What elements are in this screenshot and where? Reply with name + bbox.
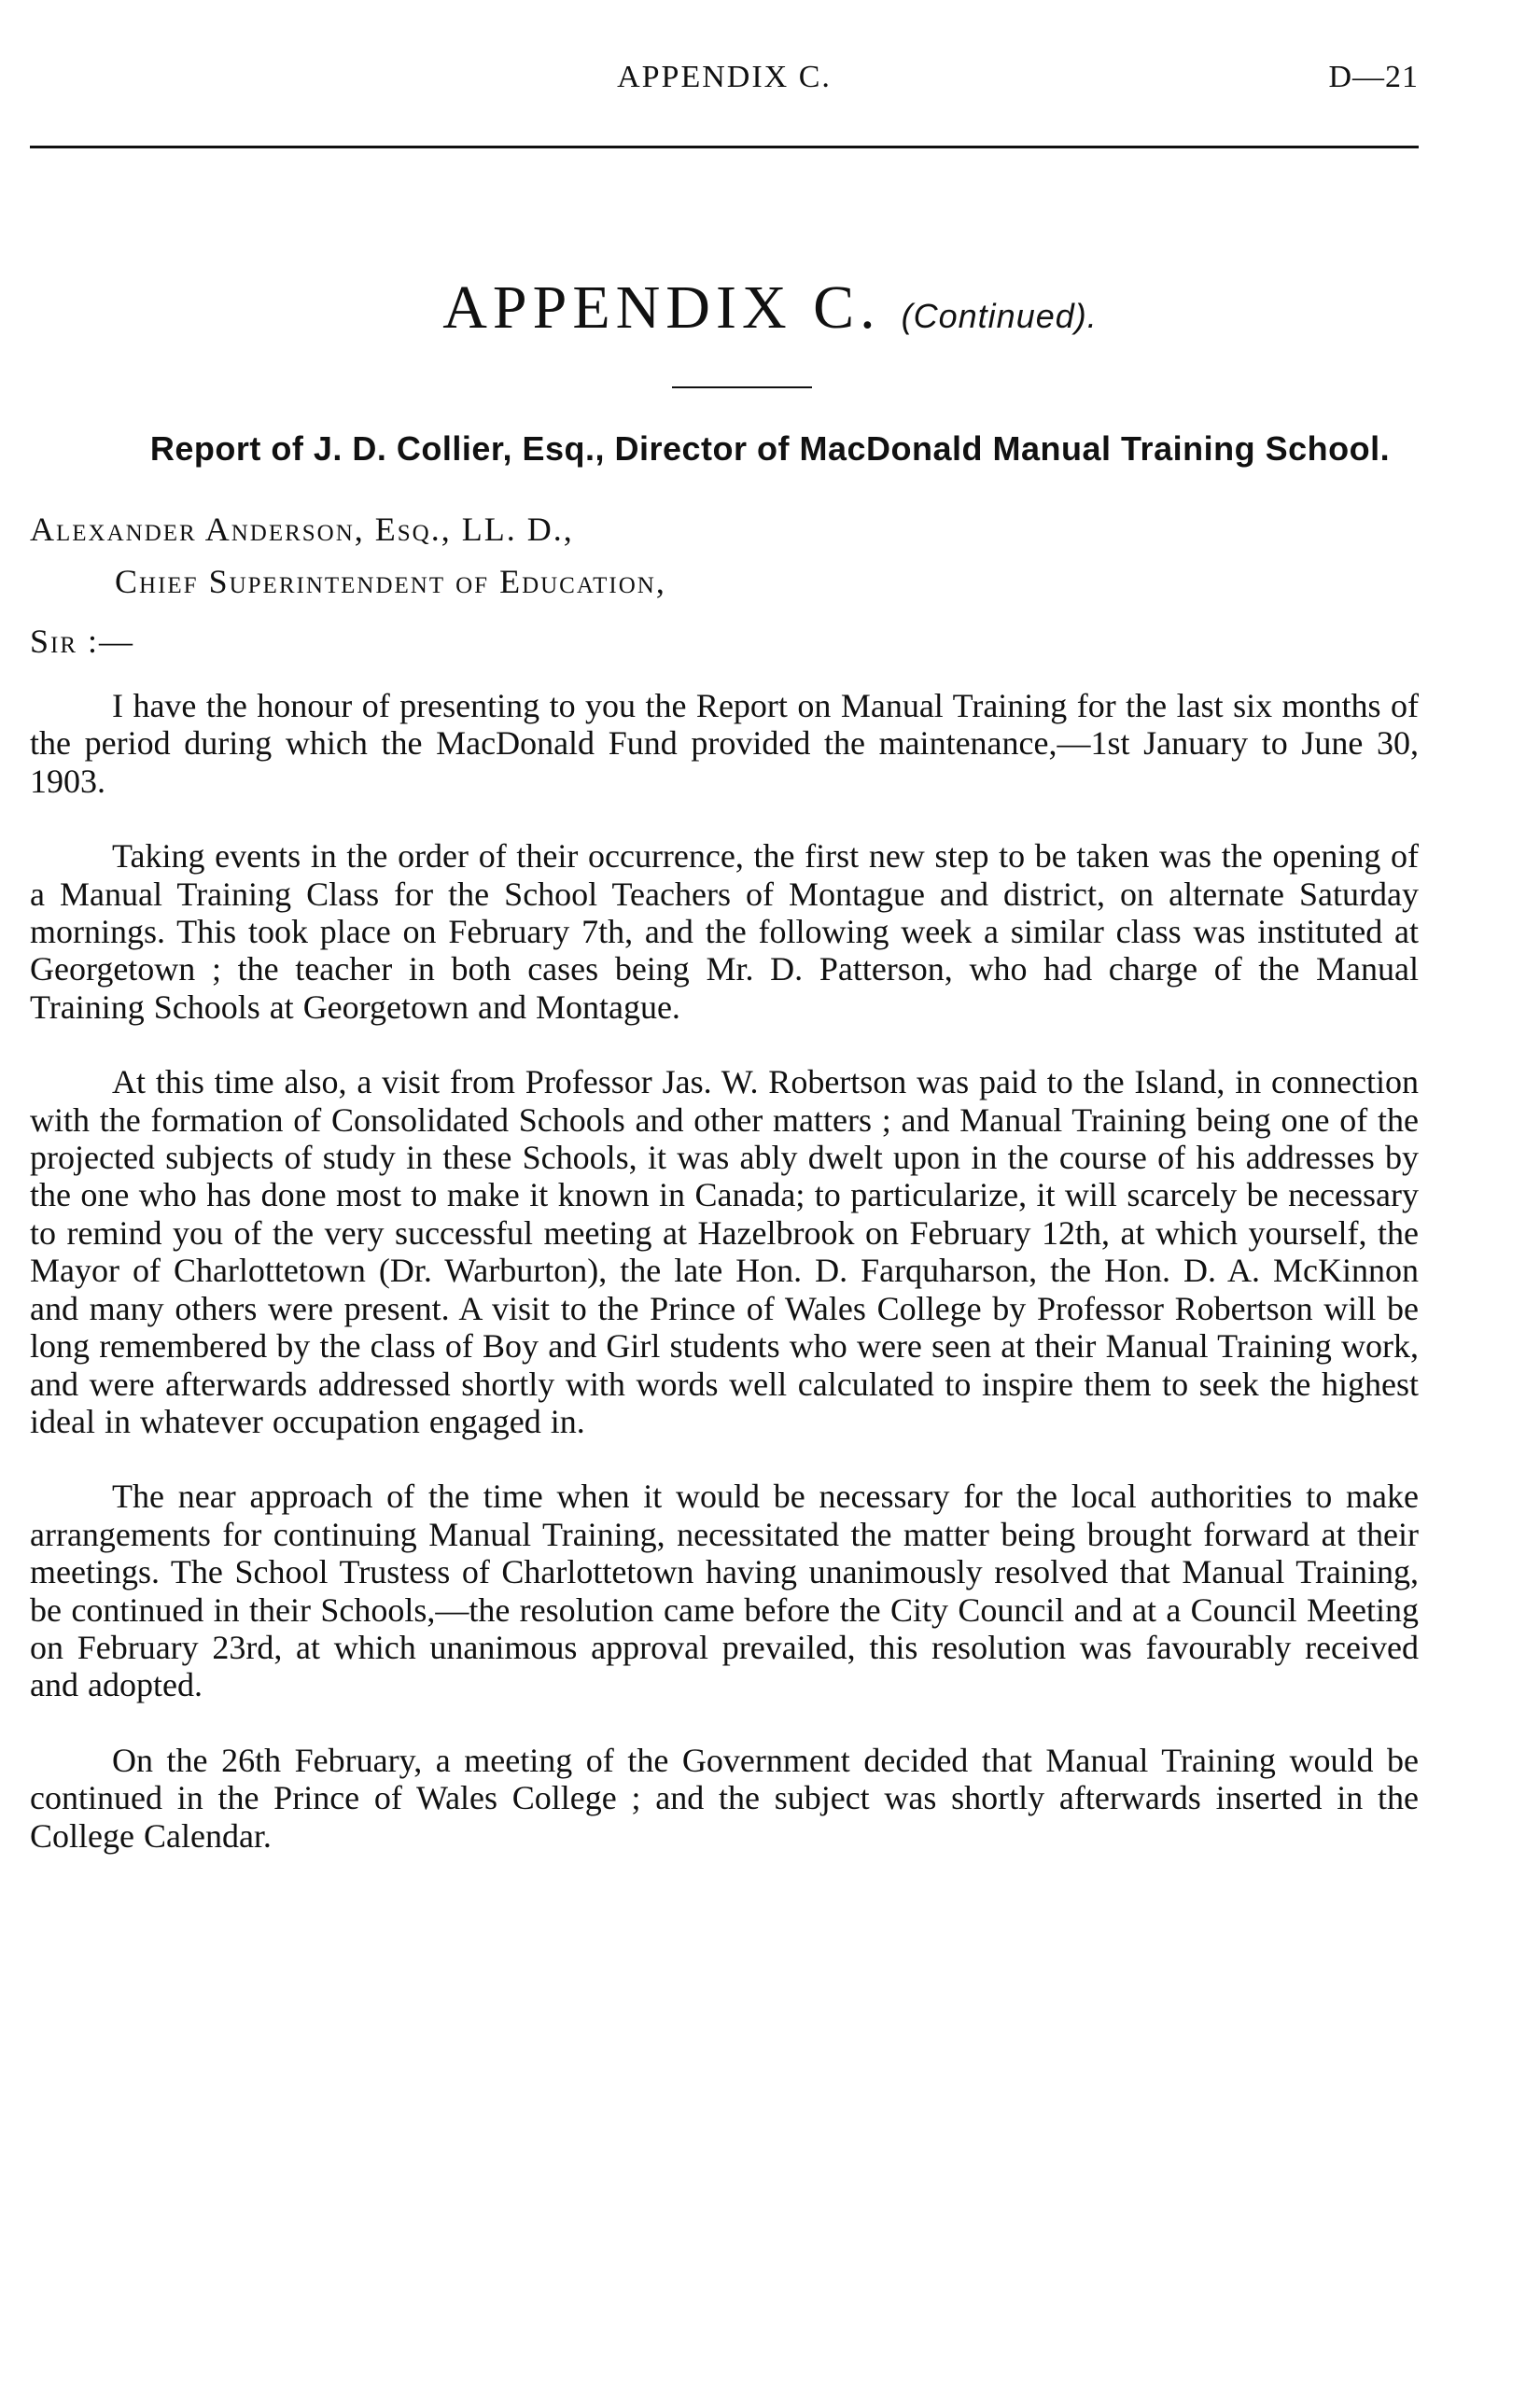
- running-title: APPENDIX C.: [617, 60, 832, 94]
- appendix-title-continued: (Continued).: [901, 297, 1098, 335]
- paragraph-1: I have the honour of presenting to you the Report on Manual Training for the last six months of the period during which the MacDonald Fund provided the maintenance,—1st January to June 30, 1903.: [30, 687, 1419, 800]
- paragraph-4: The near approach of the time when it would be necessary for the local authorities to make arrangements for continuing Manual Training, necessitated the matter being brought forward at their meetings. The School Trustess of Charlottetown having unanimously resolved that Manual Training, be continued in their Schools,—the resolution came before the City Council and at a Council Meeting on February 23rd, at which unanimous approval prevailed, this resolution was favourably received and adopted.: [30, 1478, 1419, 1704]
- page-number: D—21: [1328, 60, 1419, 94]
- report-body: [30, 687, 1419, 1892]
- appendix-title: [0, 273, 1540, 343]
- title-rule: [672, 386, 812, 388]
- paragraph-2: Taking events in the order of their occurrence, the first new step to be taken was the opening of a Manual Training Class for the School Teachers of Montague and district, on alternate Saturday mornings. This took place on February 7th, and the following week a similar class was instituted at Georgetown ; the teacher in both cases being Mr. D. Patterson, who had charge of the Manual Training Schools at Georgetown and Montague.: [30, 837, 1419, 1026]
- salutation: Sir :—: [30, 623, 135, 660]
- running-header: [30, 60, 1419, 112]
- address-line-2: Chief Superintendent of Education,: [115, 563, 666, 600]
- appendix-title-main: APPENDIX C.: [442, 273, 881, 342]
- header-rule: [30, 146, 1419, 148]
- address-line-1: Alexander Anderson, Esq., LL. D.,: [30, 511, 574, 548]
- report-heading: Report of J. D. Collier, Esq., Director of MacDonald Manual Training School.: [149, 429, 1391, 468]
- paragraph-3: At this time also, a visit from Professor Jas. W. Robertson was paid to the Island, in connection with the formation of Consolidated Schools and other matters ; and Manual Training being one of the projected subjects of study in these Schools, it was ably dwelt upon in the course of his addresses by the one who has done most to make it known in Canada; to particularize, it will scarcely be necessary to remind you of the very successful meeting at Hazelbrook on February 12th, at which yourself, the Mayor of Charlottetown (Dr. Warburton), the late Hon. D. Farquharson, the Hon. D. A. McKinnon and many others were present. A visit to the Prince of Wales College by Professor Robertson will be long remembered by the class of Boy and Girl students who were seen at their Manual Training work, and were afterwards addressed shortly with words well calculated to inspire them to seek the highest ideal in whatever occupation engaged in.: [30, 1063, 1419, 1440]
- paragraph-5: On the 26th February, a meeting of the Government decided that Manual Training would be continued in the Prince of Wales College ; and the subject was shortly afterwards inserted in the College Calendar.: [30, 1741, 1419, 1855]
